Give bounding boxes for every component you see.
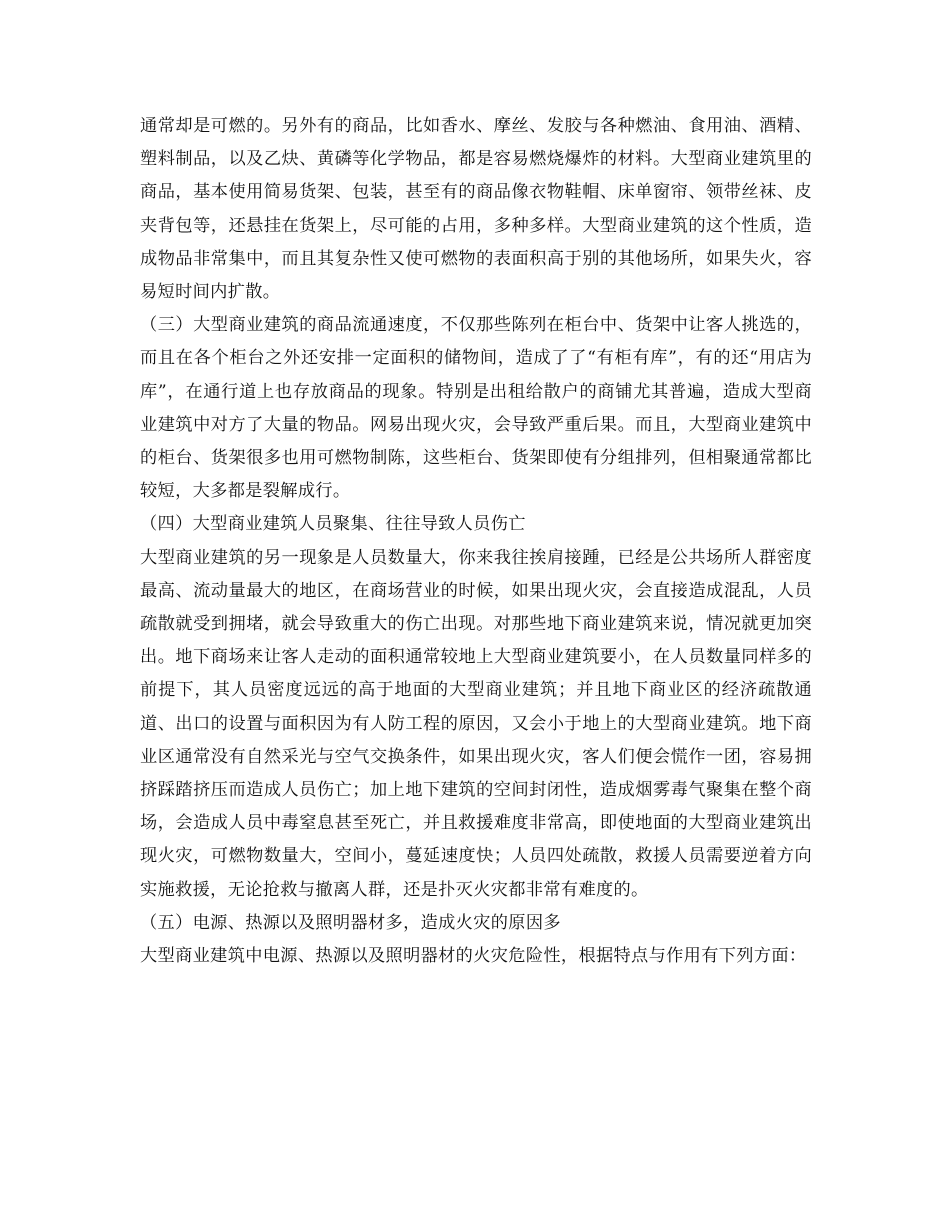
paragraph-electrical-hazards: 大型商业建筑中电源、热源以及照明器材的火灾危险性，根据特点与作用有下列方面： <box>140 946 807 967</box>
paragraph-crowd-density: 大型商业建筑的另一现象是人员数量大，你来我往挨肩接踵，已经是公共场所人群密度最高、流动量最大的地区，在商场营业的时候，如果出现火灾，会直接造成混乱，人员疏散就受到拥堵，就会导致重大的伤亡出现。对那些地下商业建筑来说，情况就更加突出。地下商场来让客人走动的面积通常较地上大型商业建筑要小，在人员数量同样多的前提下，其人员密度远远的高于地面的大型商业建筑；并且地下商业区的经济疏散通道、出口的设置与面积因为有人防工程的原因，又会小于地上的大型商业建筑。地下商业区通常没有自然采光与空气交换条件，如果出现火灾，客人们便会慌作一团，容易拥挤踩踏挤压而造成人员伤亡；加上地下建筑的空间封闭性，造成烟雾毒气聚集在整个商场，会造成人员中毒窒息甚至死亡，并且救援难度非常高，即使地面的大型商业建筑出现火灾，可燃物数量大，空间小，蔓延速度快；人员四处疏散，救援人员需要逆着方向实施救援，无论抢救与撤离人群，还是扑灭火灾都非常有难度的。 <box>140 547 812 900</box>
heading-section-five: （五）电源、热源以及照明器材多，造成火灾的原因多 <box>140 912 561 933</box>
paragraph-flammable-goods: 通常却是可燃的。另外有的商品，比如香水、摩丝、发胶与各种燃油、食用油、酒精、塑料制品，以及乙炔、黄磷等化学物品，都是容易燃烧爆炸的材料。大型商业建筑里的商品，基本使用简易货架、包装，甚至有的商品像衣物鞋帽、床单窗帘、领带丝袜、皮夹背包等，还悬挂在货架上，尽可能的占用，多种多样。大型商业建筑的这个性质，造成物品非常集中，而且其复杂性又使可燃物的表面积高于别的其他场所，如果失火，容易短时间内扩散。 <box>140 116 812 303</box>
paragraph-section-three: （三）大型商业建筑的商品流通速度，不仅那些陈列在柜台中、货架中让客人挑选的，而且在各个柜台之外还安排一定面积的储物间，造成了了“有柜有库”，有的还“用店为库”，在通行道上也存放商品的现象。特别是出租给散户的商铺尤其普遍，造成大型商业建筑中对方了大量的物品。网易出现火灾，会导致严重后果。而且，大型商业建筑中的柜台、货架很多也用可燃物制陈，这些柜台、货架即使有分组排列，但相聚通常都比较短，大多都是裂解成行。 <box>140 315 812 502</box>
heading-section-four: （四）大型商业建筑人员聚集、往往导致人员伤亡 <box>140 514 526 535</box>
document-body <box>140 110 812 973</box>
